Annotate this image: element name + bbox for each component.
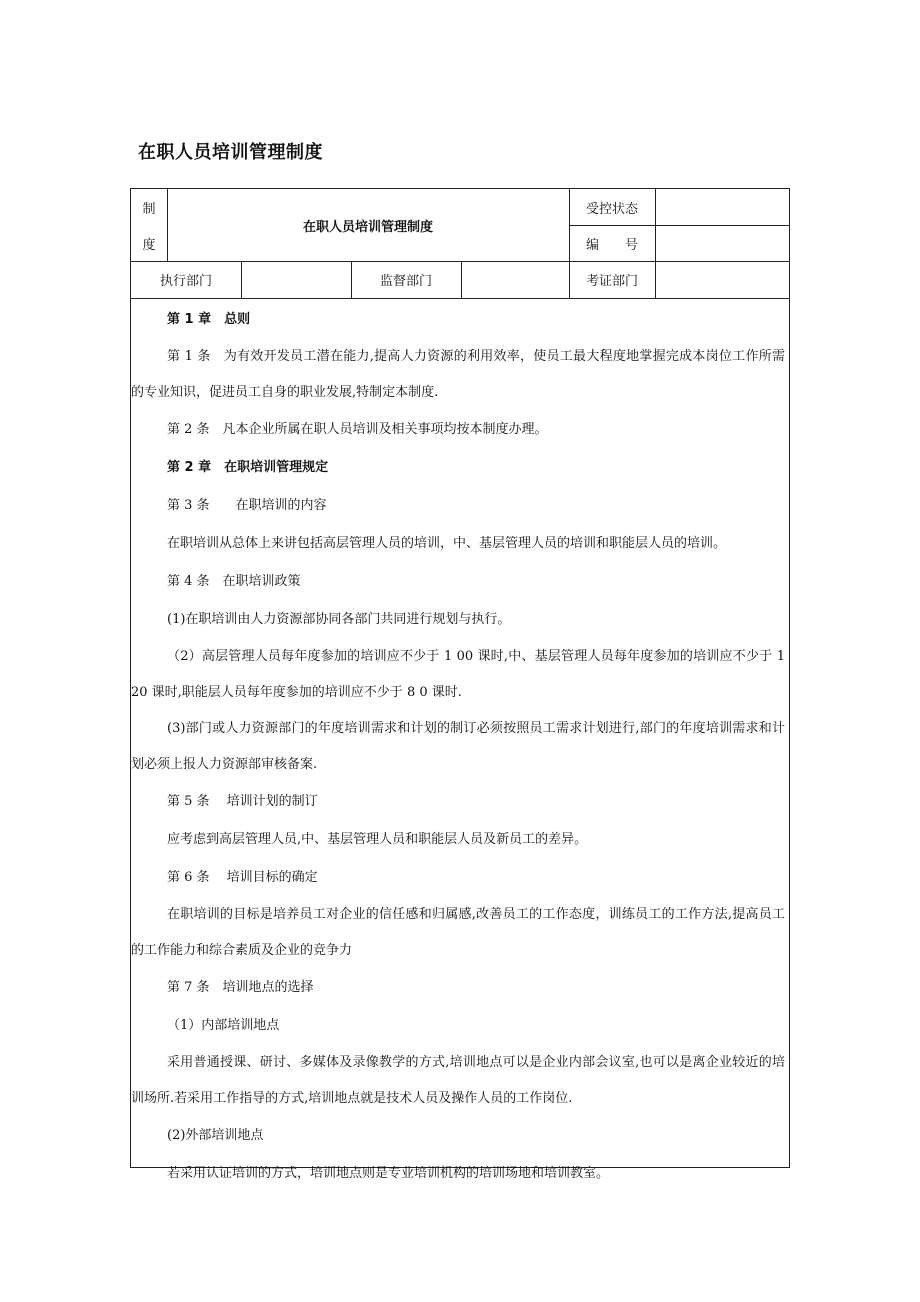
article-paragraph: 在职培训从总体上来讲包括高层管理人员的培训，中、基层管理人员的培训和职能层人员的培训。 <box>167 536 727 551</box>
supervise-dept-label: 监督部门 <box>379 274 432 289</box>
exec-dept-label: 执行部门 <box>159 274 212 289</box>
controlled-status-label: 受控状态 <box>585 201 638 217</box>
exec-dept-value[interactable] <box>241 261 351 298</box>
article-paragraph: 采用普通授课、研讨、多媒体及录像教学的方式,培训地点可以是企业内部会议室,也可以是离企业较近的培训场所.若采用工作指导的方式,培训地点就是技术人员及操作人员的工作岗位. <box>131 1055 785 1106</box>
form-label-du: 度 <box>142 237 156 253</box>
article-heading: 第 4 条 在职培训政策 <box>167 574 301 589</box>
article-heading: 第 7 条 培训地点的选择 <box>167 980 314 995</box>
article-heading: 第 5 条 培训计划的制订 <box>167 794 318 809</box>
regulation-body <box>131 299 789 1193</box>
list-item: (2)外部培训地点 <box>167 1128 264 1143</box>
number-value[interactable] <box>655 225 789 261</box>
chapter-heading: 第 1 章 总则 <box>167 312 251 327</box>
document-title: 在职人员培训管理制度 <box>138 142 323 163</box>
article-heading: 第 6 条 培训目标的确定 <box>167 870 318 885</box>
article-heading: 第 3 条 在职培训的内容 <box>167 498 327 513</box>
verify-dept-value[interactable] <box>655 261 789 298</box>
article-paragraph: 应考虑到高层管理人员,中、基层管理人员和职能层人员及新员工的差异。 <box>167 832 588 847</box>
list-item: (1)在职培训由人力资源部协同各部门共同进行规划与执行。 <box>167 612 511 627</box>
verify-dept-label: 考证部门 <box>585 274 638 289</box>
article-paragraph: 第 1 条 为有效开发员工潜在能力,提高人力资源的利用效率，使员工最大程度地掌握完成本岗位工作所需的专业知识，促进员工自身的职业发展,特制定本制度. <box>131 349 785 400</box>
controlled-status-value[interactable] <box>655 189 789 225</box>
chapter-heading: 第 2 章 在职培训管理规定 <box>167 460 329 475</box>
article-paragraph: 在职培训的目标是培养员工对企业的信任感和归属感,改善员工的工作态度，训练员工的工作方法,提高员工的工作能力和综合素质及企业的竞争力 <box>131 907 785 958</box>
number-label: 编 号 <box>585 237 638 253</box>
article-paragraph: 若采用认证培训的方式，培训地点则是专业培训机构的培训场地和培训教室。 <box>167 1166 610 1181</box>
form-label-zhi: 制 <box>142 201 156 217</box>
list-item: (3)部门或人力资源部门的年度培训需求和计划的制订必须按照员工需求计划进行,部门的年度培训需求和计划必须上报人力资源部审核备案. <box>131 721 785 772</box>
form-center-title: 在职人员培训管理制度 <box>302 219 433 235</box>
supervise-dept-value[interactable] <box>461 261 569 298</box>
regulation-form <box>130 188 790 1181</box>
article-paragraph: 第 2 条 凡本企业所属在职人员培训及相关事项均按本制度办理。 <box>167 422 548 437</box>
list-item: （2）高层管理人员每年度参加的培训应不少于 1 00 课时,中、基层管理人员每年度参加的培训应不少于 1 20 课时,职能层人员每年度参加的培训应不少于 8 0 课时. <box>131 649 785 700</box>
list-item: （1）内部培训地点 <box>167 1018 280 1033</box>
